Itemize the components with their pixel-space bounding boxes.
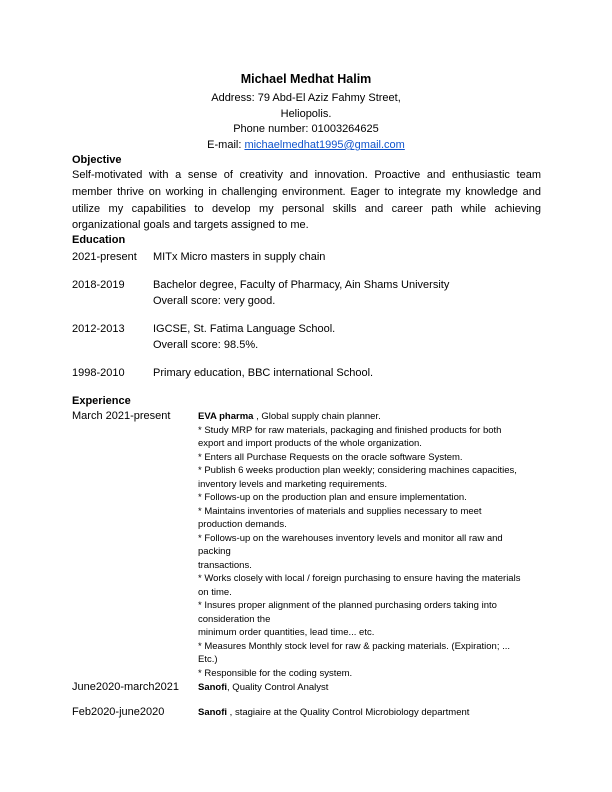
duty-bullet: * Publish 6 weeks production plan weekly; considering machines capacities, inventory levels and marketing requirements.: [198, 465, 517, 490]
education-desc: [153, 321, 533, 353]
education-date: 2021-present: [72, 251, 137, 263]
job-role: , Global supply chain planner.: [253, 411, 381, 422]
duty-bullet: * Follows-up on the production plan and ensure implementation.: [198, 492, 467, 503]
education-date: 2012-2013: [72, 323, 125, 335]
address-line-2: Heliopolis.: [280, 108, 332, 120]
job-role: , Quality Control Analyst: [227, 682, 329, 693]
duty-bullet: * Study MRP for raw materials, packaging and finished products for both export and import products of the whole organization.: [198, 424, 502, 449]
duty-bullet: * Measures Monthly stock level for raw & packing materials. (Expiration; ... Etc.): [198, 640, 511, 665]
education-desc: [153, 249, 533, 265]
education-line: Bachelor degree, Faculty of Pharmacy, Ain Shams University: [153, 279, 450, 291]
education-score: Overall score: very good.: [153, 295, 276, 307]
duty-bullet: * Maintains inventories of materials and supplies necessary to meet production demands.: [198, 505, 482, 530]
education-line: IGCSE, St. Fatima Language School.: [153, 323, 336, 335]
experience-date: March 2021-present: [72, 410, 171, 422]
education-desc: [153, 277, 533, 309]
email-link[interactable]: michaelmedhat1995@gmail.com: [244, 139, 405, 151]
duty-bullet: * Insures proper alignment of the planned purchasing orders taking into consideration the: [198, 600, 497, 625]
experience-desc: [198, 410, 528, 680]
company-name: EVA pharma: [198, 411, 254, 422]
education-heading: Education: [72, 234, 126, 246]
education-score: Overall score: 98.5%.: [153, 339, 259, 351]
duty-bullet: * Follows-up on the warehouses inventory levels and monitor all raw and packing: [198, 532, 503, 557]
duty-bullet: * Enters all Purchase Requests on the oracle software System.: [198, 451, 463, 463]
experience-desc: [198, 706, 558, 720]
address-line-1: Address: 79 Abd-El Aziz Fahmy Street,: [211, 92, 401, 104]
phone-number: Phone number: 01003264625: [233, 123, 379, 135]
company-name: Sanofi: [198, 682, 228, 693]
experience-title: [198, 706, 558, 720]
objective-text: Self-motivated with a sense of creativity and innovation. Proactive and enthusiastic team member thrive on working in challenging environment. Eager to integrate my knowledge and utilize my capabilities to develop my personal skills and career path while achieving organizational goals and targets assigned to me.: [72, 169, 541, 232]
duty-bullet: minimum order quantities, lead time... etc.: [198, 627, 375, 638]
objective-heading: Objective: [72, 154, 122, 166]
email-line: [72, 139, 540, 151]
applicant-name: Michael Medhat Halim: [240, 72, 372, 86]
experience-date: June2020-march2021: [72, 681, 180, 693]
company-name: Sanofi: [198, 707, 228, 718]
experience-title: [198, 410, 528, 424]
experience-date: Feb2020-june2020: [72, 706, 165, 718]
experience-heading: Experience: [72, 395, 131, 407]
education-desc: [153, 365, 533, 381]
education-line: MITx Micro masters in supply chain: [153, 251, 326, 263]
education-date: 1998-2010: [72, 367, 125, 379]
email-label: E-mail:: [207, 139, 245, 151]
duty-bullet: * Responsible for the coding system.: [198, 667, 353, 679]
job-role: , stagiaire at the Quality Control Microbiology department: [227, 707, 470, 718]
experience-desc: [198, 681, 528, 695]
education-date: 2018-2019: [72, 279, 125, 291]
duty-bullet: * Works closely with local / foreign purchasing to ensure having the materials on time.: [198, 573, 521, 598]
education-line: Primary education, BBC international School.: [153, 367, 374, 379]
duty-bullet: transactions.: [198, 559, 252, 571]
experience-title: [198, 681, 528, 695]
